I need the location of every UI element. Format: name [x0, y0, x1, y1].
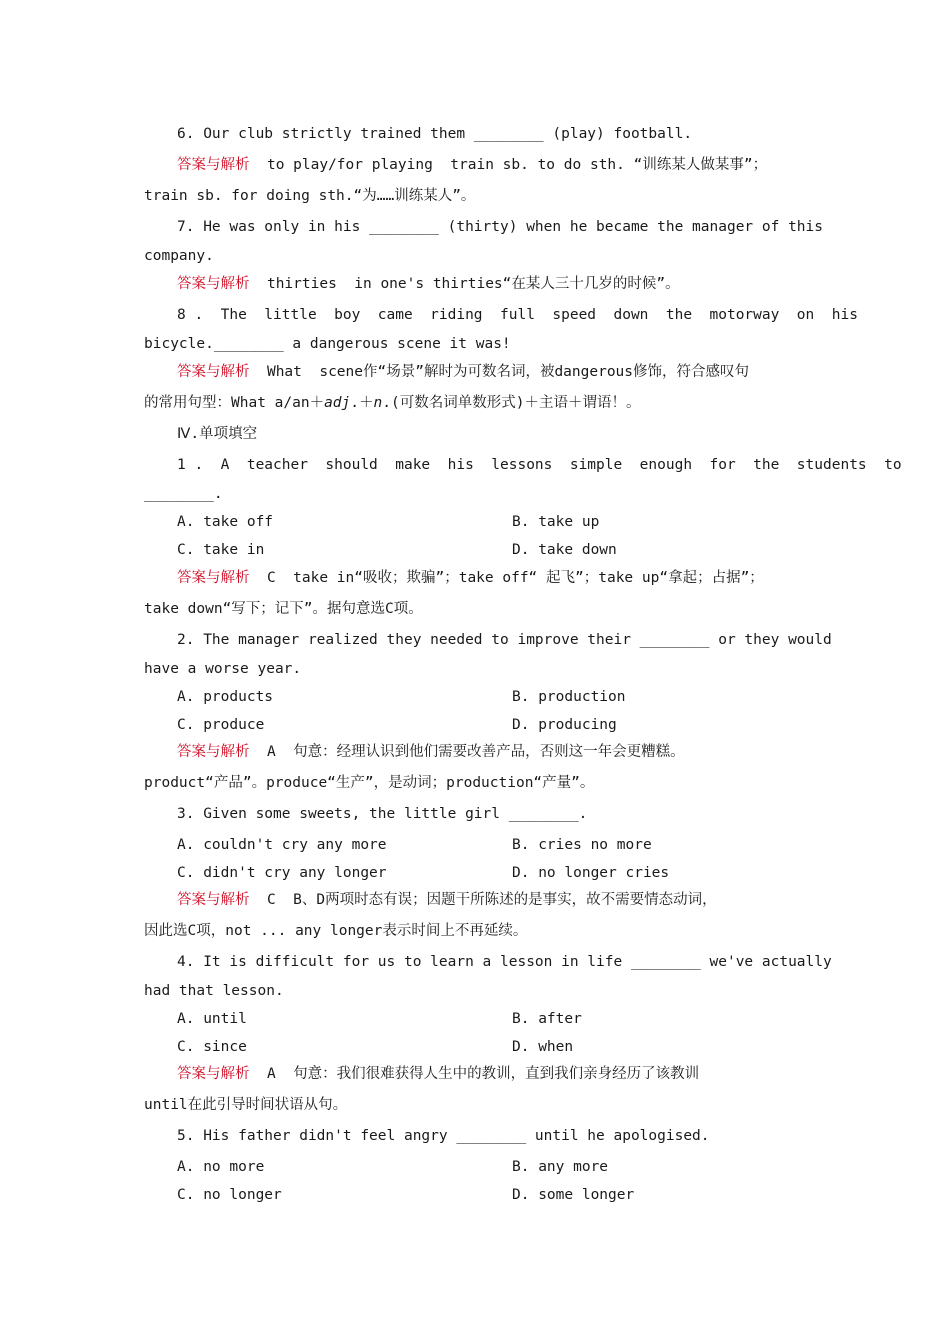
answer-label: 答案与解析 — [177, 1066, 250, 1082]
section-title: Ⅳ.单项填空 — [177, 426, 258, 442]
option-c: C. no longer — [177, 1187, 282, 1203]
mc-question-1-cont: ________. — [144, 486, 223, 502]
option-b: B. cries no more — [512, 837, 652, 853]
answer-label: 答案与解析 — [177, 157, 250, 173]
answer-7: 答案与解析 thirties in one's thirties“在某人三十几岁的时候”。 — [177, 276, 680, 292]
answer-label: 答案与解析 — [177, 364, 250, 380]
option-a: A. until — [177, 1011, 247, 1027]
answer-label: 答案与解析 — [177, 892, 250, 908]
option-d: D. producing — [512, 717, 617, 733]
mc-question-4-cont: had that lesson. — [144, 983, 284, 999]
option-b: B. after — [512, 1011, 582, 1027]
mc-answer-1-cont: take down“写下；记下”。据句意选C项。 — [144, 601, 423, 617]
option-d: D. take down — [512, 542, 617, 558]
question-7-cont: company. — [144, 248, 214, 264]
mc-question-3: 3. Given some sweets, the little girl ________. — [177, 806, 588, 822]
option-d: D. no longer cries — [512, 865, 670, 881]
option-d: D. when — [512, 1039, 574, 1055]
question-6: 6. Our club strictly trained them ________ (play) football. — [177, 126, 693, 142]
mc-question-1: 1 . A teacher should make his lessons simple enough for the students to — [177, 457, 902, 473]
option-c: C. didn't cry any longer — [177, 865, 387, 881]
option-a: A. couldn't cry any more — [177, 837, 387, 853]
option-d: D. some longer — [512, 1187, 635, 1203]
answer-8-cont: 的常用句型：What a/an＋adj.＋n.(可数名词单数形式)＋主语＋谓语！。 — [144, 395, 641, 411]
answer-label: 答案与解析 — [177, 570, 250, 586]
answer-6-cont: train sb. for doing sth.“为……训练某人”。 — [144, 188, 476, 204]
mc-answer-3: 答案与解析 C B、D两项时态有误；因题干所陈述的是事实，故不需要情态动词， — [177, 892, 717, 908]
option-c: C. since — [177, 1039, 247, 1055]
answer-6: 答案与解析 to play/for playing train sb. to do sth. “训练某人做某事”； — [177, 157, 768, 173]
option-c: C. produce — [177, 717, 265, 733]
mc-question-5: 5. His father didn't feel angry ________ until he apologised. — [177, 1128, 710, 1144]
answer-label: 答案与解析 — [177, 276, 250, 292]
question-8: 8 . The little boy came riding full speed down the motorway on his — [177, 307, 858, 323]
mc-answer-1: 答案与解析 C take in“吸收；欺骗”；take off“ 起飞”；take up“拿起；占据”； — [177, 570, 764, 586]
mc-answer-4: 答案与解析 A 句意：我们很难获得人生中的教训，直到我们亲身经历了该教训 — [177, 1066, 700, 1082]
mc-answer-2: 答案与解析 A 句意：经理认识到他们需要改善产品，否则这一年会更糟糕。 — [177, 744, 685, 760]
mc-question-4: 4. It is difficult for us to learn a lesson in life ________ we've actually — [177, 954, 832, 970]
option-b: B. any more — [512, 1159, 609, 1175]
mc-answer-2-cont: product“产品”。produce“生产”，是动词；production“产量”。 — [144, 775, 595, 791]
answer-8: 答案与解析 What scene作“场景”解时为可数名词，被dangerous修饰，符合感叹句 — [177, 364, 750, 380]
option-a: A. products — [177, 689, 274, 705]
option-a: A. take off — [177, 514, 274, 530]
mc-question-2-cont: have a worse year. — [144, 661, 302, 677]
mc-answer-3-cont: 因此选C项，not ... any longer表示时间上不再延续。 — [144, 923, 528, 939]
question-7: 7. He was only in his ________ (thirty) when he became the manager of this — [177, 219, 824, 235]
mc-answer-4-cont: until在此引导时间状语从句。 — [144, 1097, 348, 1113]
answer-label: 答案与解析 — [177, 744, 250, 760]
option-c: C. take in — [177, 542, 265, 558]
question-8-cont: bicycle.________ a dangerous scene it was! — [144, 336, 511, 352]
option-b: B. take up — [512, 514, 600, 530]
option-b: B. production — [512, 689, 626, 705]
option-a: A. no more — [177, 1159, 265, 1175]
mc-question-2: 2. The manager realized they needed to improve their ________ or they would — [177, 632, 832, 648]
